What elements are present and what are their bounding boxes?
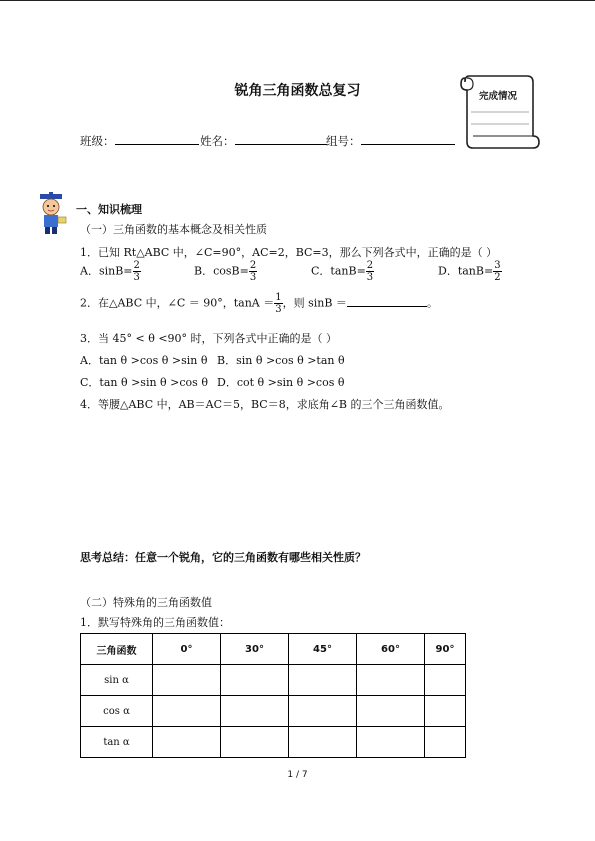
q2-answer-blank[interactable]	[347, 294, 427, 307]
row-label-cos: cos α	[81, 696, 153, 727]
table-header-cell: 45°	[289, 634, 357, 665]
table-row	[81, 696, 466, 727]
group-blank[interactable]	[361, 132, 455, 145]
question-4: 4．等腰△ABC 中，AB＝AC＝5，BC＝8，求底角∠B 的三个三角函数值。	[80, 398, 450, 411]
answer-cell[interactable]	[357, 665, 425, 696]
q1-option-c-fraction: $\frac{2}{3}$	[366, 260, 374, 283]
question-1: 1．已知 Rt△ABC 中，∠C=90°，AC=2，BC=3，那么下列各式中，正确的是（ ）	[80, 246, 498, 259]
q3-option-d[interactable]: D．cot θ >sin θ >cos θ	[217, 376, 345, 389]
q1-option-b[interactable]	[194, 260, 257, 283]
q2-fraction: $\frac{1}{3}$	[275, 292, 282, 315]
answer-cell[interactable]	[153, 665, 221, 696]
answer-cell[interactable]	[357, 696, 425, 727]
q2-text-pre: 2．在△ABC 中，∠C ＝ 90°，tanA ＝	[80, 296, 275, 310]
row-label-tan: tan α	[81, 727, 153, 758]
q1-option-c[interactable]	[311, 260, 374, 283]
q2-text-end: 。	[426, 296, 438, 310]
table-header-cell: 90°	[425, 634, 466, 665]
question-2	[80, 292, 438, 315]
class-label: 班级：	[80, 134, 115, 148]
group-field[interactable]	[326, 132, 455, 149]
group-label: 组号：	[326, 134, 361, 148]
section-heading-1: 一、知识梳理	[76, 203, 142, 216]
table-row	[81, 665, 466, 696]
q1-option-a-fraction: $\frac{2}{3}$	[133, 260, 140, 283]
answer-cell[interactable]	[425, 696, 466, 727]
subsection-1: （一）三角函数的基本概念及相关性质	[80, 223, 267, 236]
answer-cell[interactable]	[153, 727, 221, 758]
answer-cell[interactable]	[221, 696, 289, 727]
answer-cell[interactable]	[153, 696, 221, 727]
q1-option-b-label: B．cosB=	[194, 264, 249, 278]
subsection-2: （二）特殊角的三角函数值	[80, 596, 212, 609]
name-label: 姓名：	[200, 134, 235, 148]
table-header-cell: 60°	[357, 634, 425, 665]
row-label-sin: sin α	[81, 665, 153, 696]
answer-cell[interactable]	[357, 727, 425, 758]
status-label: 完成情况	[478, 91, 517, 102]
answer-cell[interactable]	[425, 665, 466, 696]
answer-cell[interactable]	[425, 727, 466, 758]
answer-cell[interactable]	[221, 665, 289, 696]
q1-option-a-label: A．sinB=	[80, 264, 133, 278]
page-title: 锐角三角函数总复习	[234, 83, 361, 99]
table-header-cell: 30°	[221, 634, 289, 665]
q1-option-d-label: D．tanB=	[438, 264, 494, 278]
q3-option-a[interactable]: A．tan θ >cos θ >sin θ	[80, 354, 208, 367]
answer-cell[interactable]	[289, 665, 357, 696]
q1-option-a[interactable]	[80, 260, 141, 283]
summary-question: 思考总结：任意一个锐角，它的三角函数有哪些相关性质？	[80, 551, 366, 564]
q3-option-c[interactable]: C．tan θ >sin θ >cos θ	[80, 376, 208, 389]
class-blank[interactable]	[115, 132, 199, 145]
special-angle-table	[80, 633, 466, 758]
top-rule	[0, 0, 595, 1]
table-header-cell: 三角函数	[81, 634, 153, 665]
name-blank[interactable]	[235, 132, 327, 145]
q1-option-d-fraction: $\frac{3}{2}$	[494, 260, 501, 283]
section2-question-1: 1．默写特殊角的三角函数值：	[80, 616, 230, 629]
table-row	[81, 727, 466, 758]
table-header-cell: 0°	[153, 634, 221, 665]
scroll-badge-icon	[455, 72, 541, 152]
page-number: 1 / 7	[287, 770, 308, 780]
class-field[interactable]	[80, 132, 199, 149]
q3-option-b[interactable]: B．sin θ >cos θ >tan θ	[217, 354, 345, 367]
student-cartoon-icon	[34, 192, 70, 236]
table-header-row	[81, 634, 466, 665]
name-field[interactable]	[200, 132, 327, 149]
answer-cell[interactable]	[289, 696, 357, 727]
answer-cell[interactable]	[289, 727, 357, 758]
answer-cell[interactable]	[221, 727, 289, 758]
question-3: 3．当 45° < θ <90° 时，下列各式中正确的是（ ）	[80, 332, 338, 345]
q1-option-b-fraction: $\frac{2}{3}$	[249, 260, 257, 283]
q2-text-post: ，则 sinB ＝	[282, 296, 347, 310]
q1-option-d[interactable]	[438, 260, 502, 283]
q1-option-c-label: C．tanB=	[311, 264, 366, 278]
